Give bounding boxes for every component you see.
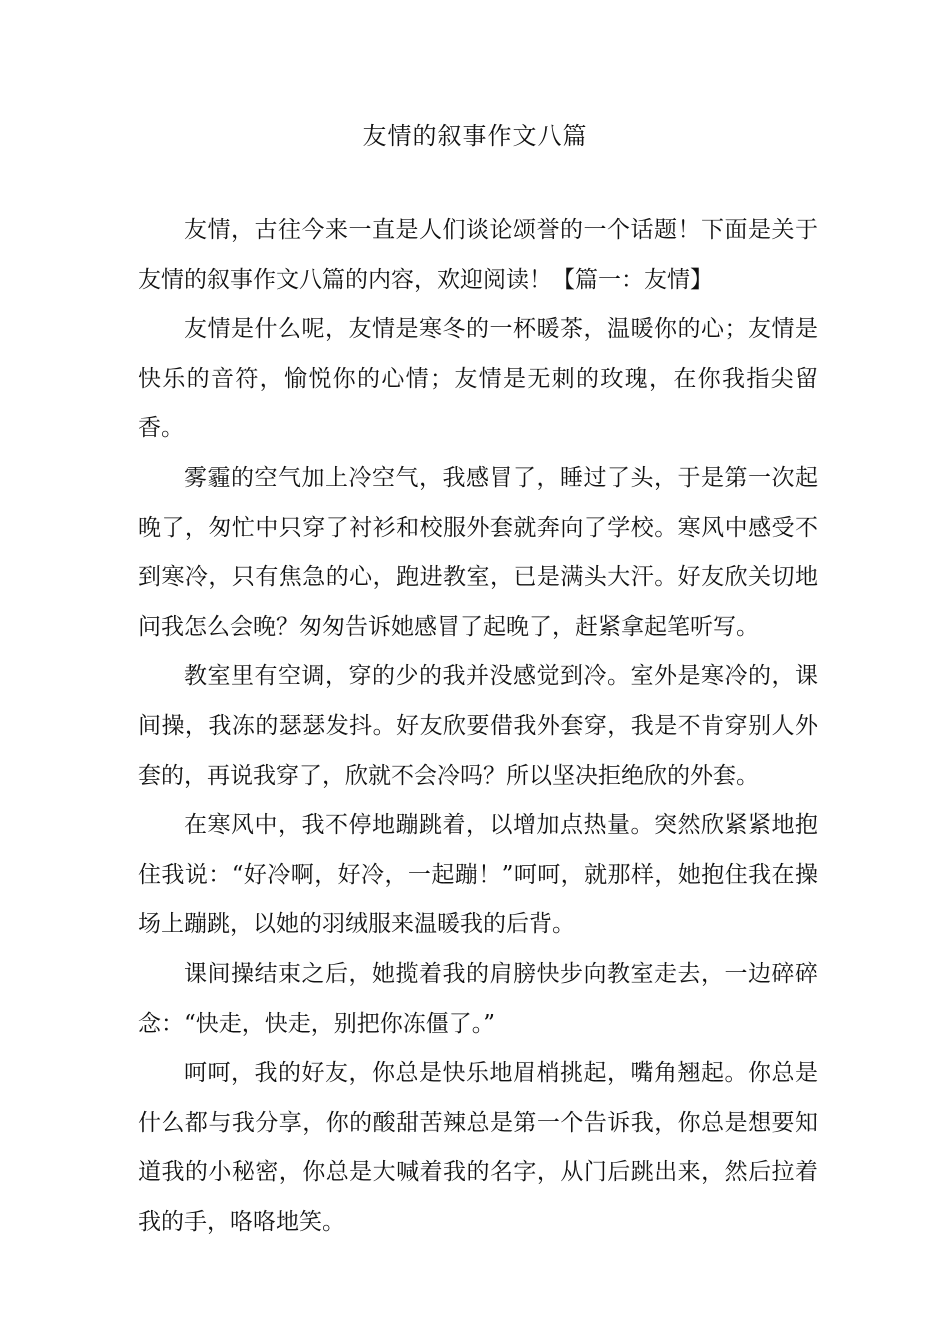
paragraph: 雾霾的空气加上冷空气，我感冒了，睡过了头，于是第一次起晚了，匆忙中只穿了衬衫和校服外套就奔向了学校。寒风中感受不到寒冷，只有焦急的心，跑进教室，已是满头大汗。好友欣关切地问我怎么会晚？匆匆告诉她感冒了起晚了，赶紧拿起笔听写。 (138, 464, 818, 640)
paragraph: 友情是什么呢，友情是寒冬的一杯暖茶，温暖你的心；友情是快乐的音符，愉悦你的心情；友情是无刺的玫瑰，在你我指尖留香。 (138, 316, 818, 442)
paragraph: 呵呵，我的好友，你总是快乐地眉梢挑起，嘴角翘起。你总是什么都与我分享，你的酸甜苦辣总是第一个告诉我，你总是想要知道我的小秘密，你总是大喊着我的名字，从门后跳出来，然后拉着我的手，咯咯地笑。 (138, 1060, 818, 1235)
paragraph: 教室里有空调，穿的少的我并没感觉到冷。室外是寒冷的，课间操，我冻的瑟瑟发抖。好友欣要借我外套穿，我是不肯穿别人外套的，再说我穿了，欣就不会冷吗？所以坚决拒绝欣的外套。 (138, 663, 818, 789)
document-title: 友情的叙事作文八篇 (362, 122, 588, 150)
paragraph: 课间操结束之后，她揽着我的肩膀快步向教室走去，一边碎碎念：“快走，快走，别把你冻僵了。” (138, 960, 818, 1037)
paragraph: 在寒风中，我不停地蹦跳着，以增加点热量。突然欣紧紧地抱住我说：“好冷啊，好冷，一起蹦！”呵呵，就那样，她抱住我在操场上蹦跳，以她的羽绒服来温暖我的后背。 (138, 812, 818, 938)
document-body (138, 206, 818, 1247)
paragraph: 友情，古往今来一直是人们谈论颂誉的一个话题！下面是关于友情的叙事作文八篇的内容，欢迎阅读！【篇一：友情】 (138, 217, 818, 293)
